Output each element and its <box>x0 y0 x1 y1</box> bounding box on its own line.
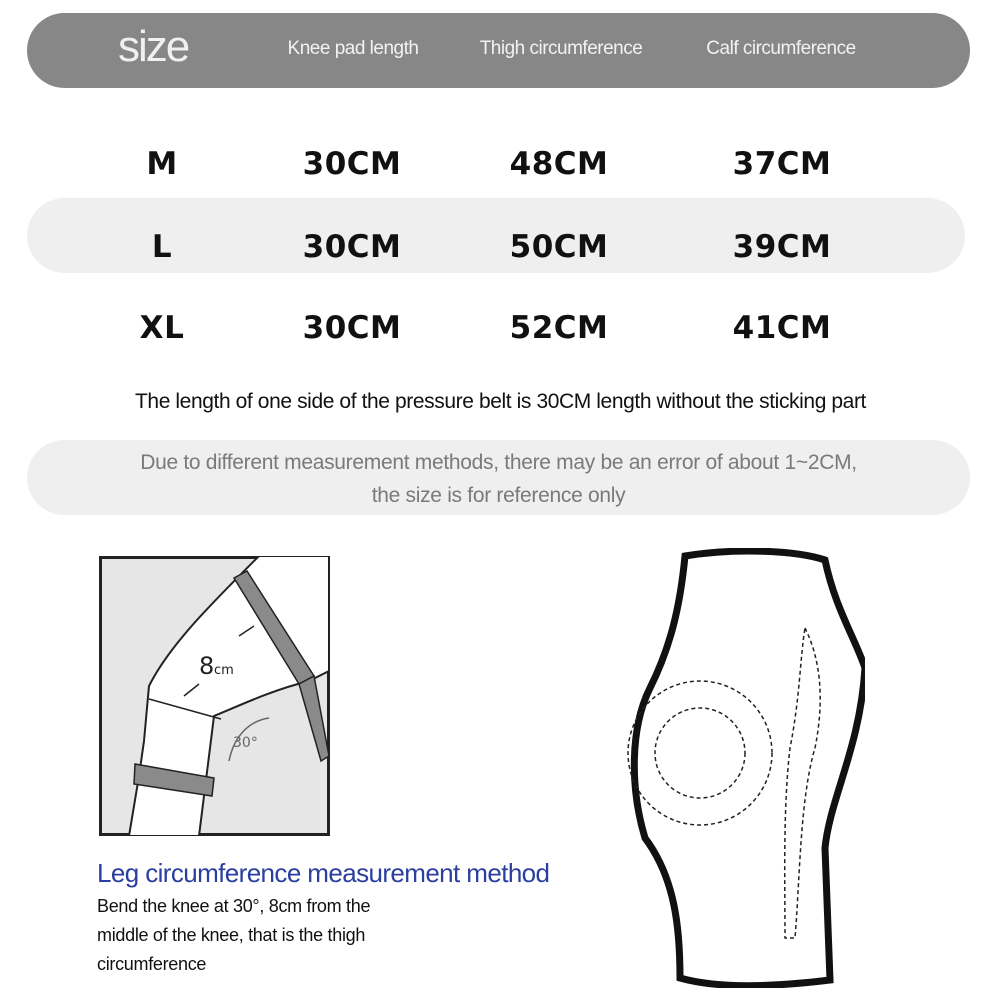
disclaimer-line: the size is for reference only <box>371 484 626 507</box>
knee-length-cell: 30CM <box>302 146 402 182</box>
knee-measurement-illustration <box>99 556 330 836</box>
method-title: Leg circumference measurement method <box>97 858 550 888</box>
pressure-belt-note: The length of one side of the pressure belt is 30CM length without the sticking part <box>134 390 866 413</box>
calf-cell: 37CM <box>732 146 832 182</box>
calf-cell: 39CM <box>732 229 832 265</box>
col-knee-pad-length: Knee pad length <box>287 38 419 59</box>
disclaimer-line: Due to different measurement methods, there may be an error of about 1~2CM, <box>140 451 857 474</box>
col-calf-circumference: Calf circumference <box>706 38 856 59</box>
thigh-cell: 48CM <box>509 146 609 182</box>
disclaimer <box>27 440 970 515</box>
calf-cell: 41CM <box>732 310 832 346</box>
size-cell: L <box>151 229 173 265</box>
size-cell: XL <box>139 310 185 346</box>
knee-length-cell: 30CM <box>302 229 402 265</box>
knee-length-cell: 30CM <box>302 310 402 346</box>
size-cell: M <box>146 146 178 182</box>
thigh-cell: 50CM <box>509 229 609 265</box>
col-thigh-circumference: Thigh circumference <box>479 38 643 59</box>
size-header-label: size <box>118 22 189 71</box>
distance-unit: cm <box>214 663 234 678</box>
distance-label: 8 <box>199 652 215 680</box>
angle-label: 30° <box>233 735 258 751</box>
thigh-cell: 52CM <box>509 310 609 346</box>
method-text-line: Bend the knee at 30°, 8cm from the <box>97 896 371 916</box>
method-text-line: middle of the knee, that is the thigh <box>97 925 366 945</box>
method-text-line: circumference <box>97 954 207 974</box>
knee-sleeve-illustration <box>625 548 865 988</box>
